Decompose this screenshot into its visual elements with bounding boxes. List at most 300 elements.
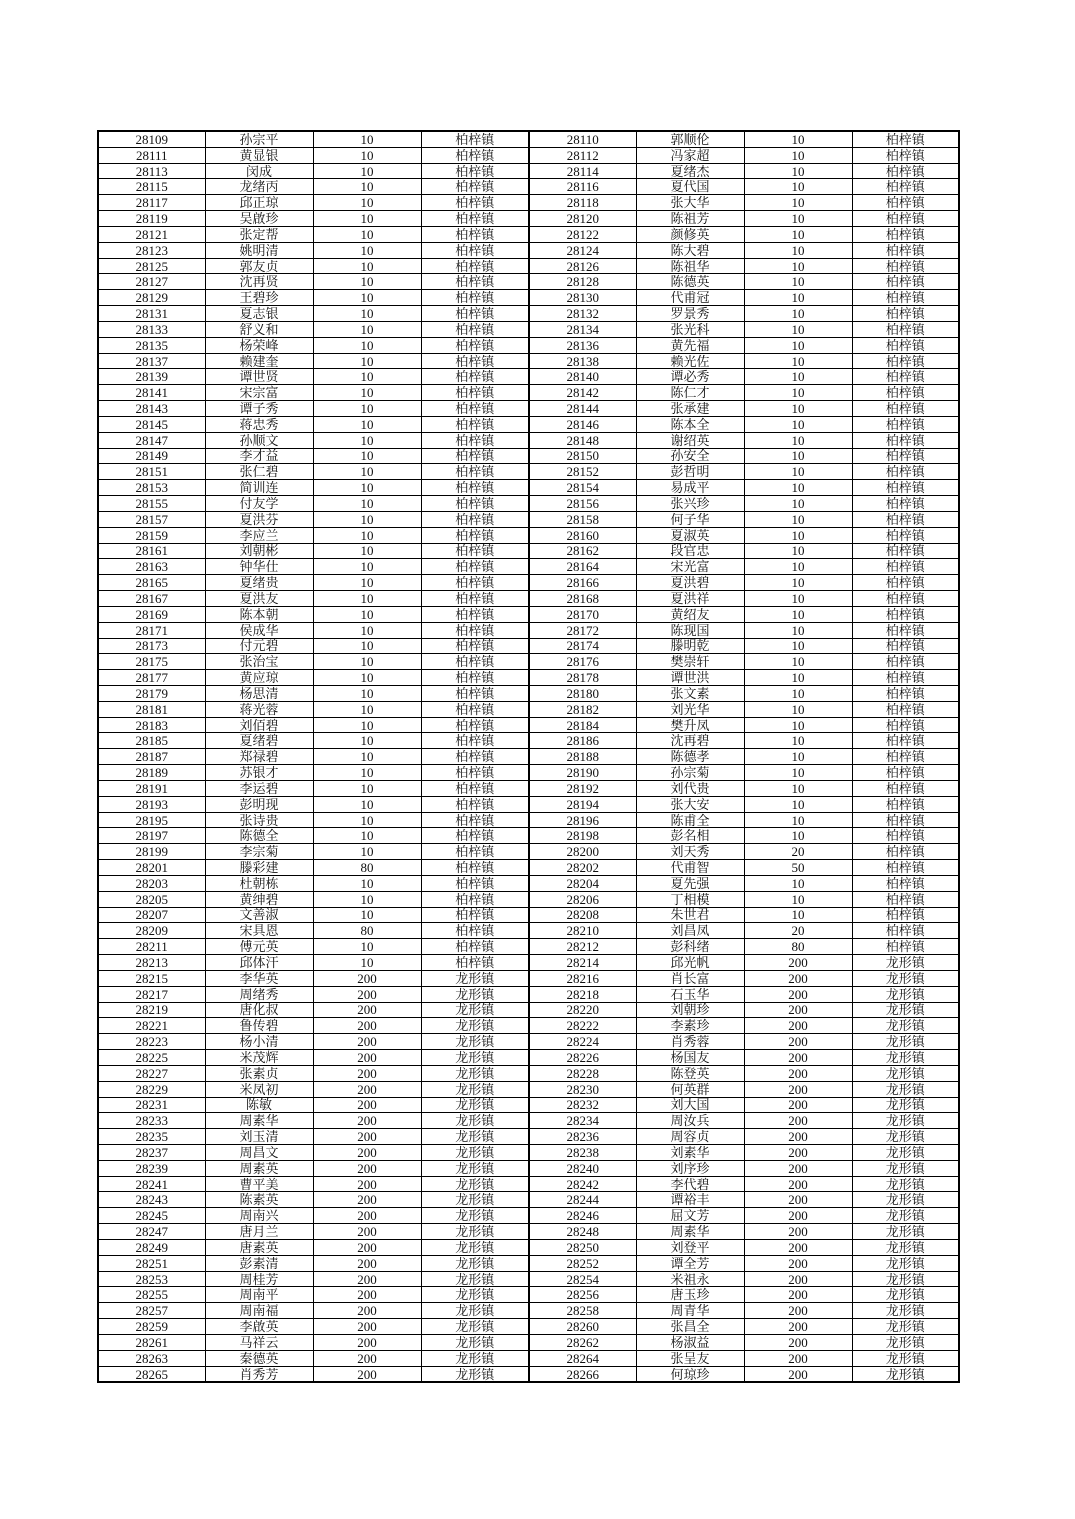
person-name-cell: 曹平美 — [205, 1176, 313, 1192]
amount-cell: 200 — [744, 1018, 852, 1034]
amount-cell: 200 — [313, 1334, 421, 1350]
table-row — [98, 274, 959, 290]
record-id-cell: 28251 — [98, 1255, 205, 1271]
record-id-cell: 28179 — [98, 685, 205, 701]
person-name-cell: 周南福 — [205, 1303, 313, 1319]
person-name-cell: 邱光帆 — [636, 955, 744, 971]
table-row — [98, 1176, 959, 1192]
town-cell: 柏梓镇 — [852, 780, 959, 796]
record-id-cell: 28222 — [529, 1018, 636, 1034]
amount-cell: 10 — [744, 195, 852, 211]
amount-cell: 10 — [313, 891, 421, 907]
table-row — [98, 654, 959, 670]
person-name-cell: 朱世君 — [636, 907, 744, 923]
table-body — [98, 131, 959, 1382]
person-name-cell: 谭子秀 — [205, 401, 313, 417]
table-row — [98, 1287, 959, 1303]
person-name-cell: 杨淑益 — [636, 1334, 744, 1350]
person-name-cell: 孙安全 — [636, 448, 744, 464]
amount-cell: 200 — [313, 1097, 421, 1113]
person-name-cell: 颜修英 — [636, 226, 744, 242]
table-row — [98, 416, 959, 432]
person-name-cell: 杨小清 — [205, 1034, 313, 1050]
table-row — [98, 1271, 959, 1287]
person-name-cell: 周桂芳 — [205, 1271, 313, 1287]
record-id-cell: 28189 — [98, 765, 205, 781]
record-id-cell: 28212 — [529, 939, 636, 955]
table-row — [98, 1097, 959, 1113]
record-id-cell: 28247 — [98, 1224, 205, 1240]
town-cell: 龙形镇 — [852, 1287, 959, 1303]
town-cell: 柏梓镇 — [852, 163, 959, 179]
person-name-cell: 黄应琼 — [205, 670, 313, 686]
amount-cell: 10 — [744, 401, 852, 417]
record-id-cell: 28192 — [529, 780, 636, 796]
record-id-cell: 28146 — [529, 416, 636, 432]
table-row — [98, 828, 959, 844]
amount-cell: 10 — [744, 464, 852, 480]
person-name-cell: 肖秀蓉 — [636, 1034, 744, 1050]
town-cell: 柏梓镇 — [421, 543, 529, 559]
town-cell: 柏梓镇 — [852, 606, 959, 622]
table-row — [98, 543, 959, 559]
town-cell: 柏梓镇 — [852, 274, 959, 290]
town-cell: 龙形镇 — [421, 1366, 529, 1382]
person-name-cell: 姚明清 — [205, 242, 313, 258]
person-name-cell: 陈本朝 — [205, 606, 313, 622]
person-name-cell: 石玉华 — [636, 986, 744, 1002]
town-cell: 龙形镇 — [421, 1319, 529, 1335]
record-id-cell: 28218 — [529, 986, 636, 1002]
person-name-cell: 陈敏 — [205, 1097, 313, 1113]
amount-cell: 10 — [744, 796, 852, 812]
town-cell: 柏梓镇 — [421, 844, 529, 860]
person-name-cell: 陈登英 — [636, 1065, 744, 1081]
table-row — [98, 860, 959, 876]
town-cell: 柏梓镇 — [852, 464, 959, 480]
town-cell: 龙形镇 — [852, 1334, 959, 1350]
person-name-cell: 夏代国 — [636, 179, 744, 195]
amount-cell: 10 — [313, 907, 421, 923]
person-name-cell: 滕明乾 — [636, 638, 744, 654]
record-id-cell: 28147 — [98, 432, 205, 448]
town-cell: 柏梓镇 — [852, 907, 959, 923]
town-cell: 龙形镇 — [421, 1018, 529, 1034]
amount-cell: 10 — [313, 955, 421, 971]
town-cell: 柏梓镇 — [852, 416, 959, 432]
person-name-cell: 陈甫全 — [636, 812, 744, 828]
amount-cell: 10 — [313, 195, 421, 211]
person-name-cell: 钟华仕 — [205, 559, 313, 575]
record-id-cell: 28155 — [98, 496, 205, 512]
record-id-cell: 28204 — [529, 875, 636, 891]
record-id-cell: 28124 — [529, 242, 636, 258]
town-cell: 龙形镇 — [852, 1255, 959, 1271]
town-cell: 龙形镇 — [852, 1160, 959, 1176]
table-row — [98, 575, 959, 591]
person-name-cell: 代甫冠 — [636, 290, 744, 306]
record-id-cell: 28161 — [98, 543, 205, 559]
record-id-cell: 28224 — [529, 1034, 636, 1050]
town-cell: 龙形镇 — [852, 1018, 959, 1034]
person-name-cell: 谭全芳 — [636, 1255, 744, 1271]
amount-cell: 10 — [313, 353, 421, 369]
table-row — [98, 970, 959, 986]
person-name-cell: 唐玉珍 — [636, 1287, 744, 1303]
person-name-cell: 谭世洪 — [636, 670, 744, 686]
amount-cell: 10 — [313, 796, 421, 812]
person-name-cell: 周青华 — [636, 1303, 744, 1319]
amount-cell: 200 — [744, 1034, 852, 1050]
record-id-cell: 28207 — [98, 907, 205, 923]
amount-cell: 200 — [744, 1271, 852, 1287]
record-id-cell: 28193 — [98, 796, 205, 812]
amount-cell: 10 — [313, 828, 421, 844]
table-row — [98, 717, 959, 733]
town-cell: 柏梓镇 — [852, 749, 959, 765]
table-row — [98, 670, 959, 686]
person-name-cell: 苏银才 — [205, 765, 313, 781]
person-name-cell: 李应兰 — [205, 527, 313, 543]
person-name-cell: 张呈友 — [636, 1350, 744, 1366]
amount-cell: 10 — [744, 591, 852, 607]
record-id-cell: 28174 — [529, 638, 636, 654]
record-id-cell: 28141 — [98, 385, 205, 401]
town-cell: 柏梓镇 — [421, 226, 529, 242]
record-id-cell: 28118 — [529, 195, 636, 211]
person-name-cell: 滕彩建 — [205, 860, 313, 876]
person-name-cell: 何琼珍 — [636, 1366, 744, 1382]
amount-cell: 200 — [313, 1366, 421, 1382]
person-name-cell: 黄先福 — [636, 337, 744, 353]
town-cell: 龙形镇 — [852, 1366, 959, 1382]
record-id-cell: 28110 — [529, 131, 636, 147]
town-cell: 柏梓镇 — [852, 670, 959, 686]
amount-cell: 200 — [313, 1002, 421, 1018]
record-id-cell: 28188 — [529, 749, 636, 765]
person-name-cell: 夏洪祥 — [636, 591, 744, 607]
person-name-cell: 刘代贵 — [636, 780, 744, 796]
table-row — [98, 844, 959, 860]
amount-cell: 10 — [744, 369, 852, 385]
person-name-cell: 黄绅碧 — [205, 891, 313, 907]
table-row — [98, 1081, 959, 1097]
amount-cell: 10 — [744, 480, 852, 496]
amount-cell: 10 — [313, 654, 421, 670]
table-row — [98, 226, 959, 242]
town-cell: 柏梓镇 — [421, 163, 529, 179]
person-name-cell: 舒义和 — [205, 321, 313, 337]
person-name-cell: 易成平 — [636, 480, 744, 496]
amount-cell: 10 — [744, 353, 852, 369]
person-name-cell: 陈现国 — [636, 622, 744, 638]
person-name-cell: 谭必秀 — [636, 369, 744, 385]
town-cell: 柏梓镇 — [421, 575, 529, 591]
town-cell: 柏梓镇 — [421, 496, 529, 512]
amount-cell: 10 — [744, 211, 852, 227]
record-id-cell: 28230 — [529, 1081, 636, 1097]
person-name-cell: 杜朝栋 — [205, 875, 313, 891]
table-row — [98, 258, 959, 274]
amount-cell: 200 — [313, 1145, 421, 1161]
town-cell: 龙形镇 — [421, 986, 529, 1002]
amount-cell: 10 — [313, 480, 421, 496]
town-cell: 龙形镇 — [852, 1034, 959, 1050]
town-cell: 龙形镇 — [421, 1034, 529, 1050]
record-id-cell: 28131 — [98, 306, 205, 322]
record-id-cell: 28226 — [529, 1050, 636, 1066]
amount-cell: 10 — [313, 749, 421, 765]
amount-cell: 200 — [744, 1255, 852, 1271]
record-id-cell: 28132 — [529, 306, 636, 322]
person-name-cell: 蒋光蓉 — [205, 701, 313, 717]
amount-cell: 200 — [744, 1224, 852, 1240]
record-id-cell: 28240 — [529, 1160, 636, 1176]
town-cell: 柏梓镇 — [421, 337, 529, 353]
record-id-cell: 28137 — [98, 353, 205, 369]
town-cell: 柏梓镇 — [421, 955, 529, 971]
amount-cell: 80 — [313, 923, 421, 939]
town-cell: 柏梓镇 — [852, 511, 959, 527]
town-cell: 柏梓镇 — [421, 416, 529, 432]
person-name-cell: 刘光华 — [636, 701, 744, 717]
table-row — [98, 179, 959, 195]
table-row — [98, 1145, 959, 1161]
person-name-cell: 樊崇轩 — [636, 654, 744, 670]
person-name-cell: 陈德英 — [636, 274, 744, 290]
record-id-cell: 28252 — [529, 1255, 636, 1271]
amount-cell: 10 — [744, 907, 852, 923]
amount-cell: 10 — [313, 543, 421, 559]
table-row — [98, 559, 959, 575]
person-name-cell: 马祥云 — [205, 1334, 313, 1350]
table-row — [98, 369, 959, 385]
table-row — [98, 606, 959, 622]
town-cell: 柏梓镇 — [421, 828, 529, 844]
person-name-cell: 张大华 — [636, 195, 744, 211]
person-name-cell: 陈大碧 — [636, 242, 744, 258]
town-cell: 柏梓镇 — [852, 923, 959, 939]
town-cell: 龙形镇 — [421, 1097, 529, 1113]
amount-cell: 10 — [313, 591, 421, 607]
amount-cell: 10 — [313, 290, 421, 306]
person-name-cell: 黄绍友 — [636, 606, 744, 622]
record-id-cell: 28194 — [529, 796, 636, 812]
person-name-cell: 夏志银 — [205, 306, 313, 322]
town-cell: 龙形镇 — [852, 1081, 959, 1097]
town-cell: 柏梓镇 — [852, 258, 959, 274]
table-row — [98, 1239, 959, 1255]
amount-cell: 80 — [744, 939, 852, 955]
amount-cell: 10 — [313, 717, 421, 733]
town-cell: 龙形镇 — [852, 1192, 959, 1208]
amount-cell: 10 — [744, 733, 852, 749]
town-cell: 柏梓镇 — [852, 638, 959, 654]
town-cell: 柏梓镇 — [852, 875, 959, 891]
town-cell: 柏梓镇 — [852, 717, 959, 733]
person-name-cell: 张昌全 — [636, 1319, 744, 1335]
person-name-cell: 陈仁才 — [636, 385, 744, 401]
amount-cell: 10 — [744, 891, 852, 907]
town-cell: 柏梓镇 — [421, 527, 529, 543]
town-cell: 龙形镇 — [421, 1002, 529, 1018]
town-cell: 龙形镇 — [852, 1224, 959, 1240]
person-name-cell: 沈再贤 — [205, 274, 313, 290]
record-id-cell: 28158 — [529, 511, 636, 527]
amount-cell: 10 — [313, 306, 421, 322]
amount-cell: 200 — [313, 1192, 421, 1208]
table-row — [98, 401, 959, 417]
town-cell: 龙形镇 — [421, 1176, 529, 1192]
amount-cell: 10 — [313, 432, 421, 448]
person-name-cell: 郭友贞 — [205, 258, 313, 274]
amount-cell: 200 — [313, 1113, 421, 1129]
record-id-cell: 28243 — [98, 1192, 205, 1208]
amount-cell: 10 — [744, 337, 852, 353]
record-id-cell: 28156 — [529, 496, 636, 512]
amount-cell: 10 — [744, 432, 852, 448]
amount-cell: 200 — [744, 986, 852, 1002]
person-name-cell: 傅元英 — [205, 939, 313, 955]
table-row — [98, 1192, 959, 1208]
person-name-cell: 张定帮 — [205, 226, 313, 242]
amount-cell: 10 — [313, 939, 421, 955]
amount-cell: 10 — [313, 179, 421, 195]
amount-cell: 10 — [744, 448, 852, 464]
record-id-cell: 28255 — [98, 1287, 205, 1303]
amount-cell: 200 — [744, 1239, 852, 1255]
record-id-cell: 28245 — [98, 1208, 205, 1224]
town-cell: 柏梓镇 — [421, 765, 529, 781]
table-row — [98, 891, 959, 907]
record-id-cell: 28254 — [529, 1271, 636, 1287]
amount-cell: 200 — [313, 1065, 421, 1081]
person-name-cell: 彭素清 — [205, 1255, 313, 1271]
town-cell: 柏梓镇 — [852, 575, 959, 591]
record-id-cell: 28234 — [529, 1113, 636, 1129]
record-id-cell: 28112 — [529, 147, 636, 163]
table-row — [98, 448, 959, 464]
town-cell: 柏梓镇 — [852, 701, 959, 717]
record-id-cell: 28163 — [98, 559, 205, 575]
person-name-cell: 宋具恩 — [205, 923, 313, 939]
table-row — [98, 1224, 959, 1240]
table-row — [98, 685, 959, 701]
record-id-cell: 28186 — [529, 733, 636, 749]
person-name-cell: 邱体汗 — [205, 955, 313, 971]
town-cell: 柏梓镇 — [852, 321, 959, 337]
person-name-cell: 刘玉清 — [205, 1129, 313, 1145]
town-cell: 柏梓镇 — [852, 796, 959, 812]
table-row — [98, 290, 959, 306]
record-id-cell: 28246 — [529, 1208, 636, 1224]
town-cell: 龙形镇 — [852, 1208, 959, 1224]
person-name-cell: 李素珍 — [636, 1018, 744, 1034]
record-id-cell: 28157 — [98, 511, 205, 527]
amount-cell: 10 — [313, 844, 421, 860]
amount-cell: 200 — [744, 1303, 852, 1319]
person-name-cell: 彭哲明 — [636, 464, 744, 480]
record-id-cell: 28249 — [98, 1239, 205, 1255]
town-cell: 柏梓镇 — [852, 131, 959, 147]
table-row — [98, 496, 959, 512]
record-id-cell: 28264 — [529, 1350, 636, 1366]
amount-cell: 200 — [744, 1192, 852, 1208]
town-cell: 柏梓镇 — [421, 733, 529, 749]
amount-cell: 10 — [744, 670, 852, 686]
person-name-cell: 周绪秀 — [205, 986, 313, 1002]
table-row — [98, 765, 959, 781]
record-id-cell: 28265 — [98, 1366, 205, 1382]
table-row — [98, 163, 959, 179]
person-name-cell: 张素贞 — [205, 1065, 313, 1081]
person-name-cell: 周南平 — [205, 1287, 313, 1303]
town-cell: 柏梓镇 — [421, 812, 529, 828]
record-id-cell: 28126 — [529, 258, 636, 274]
person-name-cell: 何子华 — [636, 511, 744, 527]
amount-cell: 10 — [744, 179, 852, 195]
town-cell: 柏梓镇 — [852, 559, 959, 575]
person-name-cell: 李才益 — [205, 448, 313, 464]
town-cell: 柏梓镇 — [421, 923, 529, 939]
amount-cell: 10 — [313, 670, 421, 686]
record-id-cell: 28248 — [529, 1224, 636, 1240]
amount-cell: 10 — [313, 511, 421, 527]
record-id-cell: 28122 — [529, 226, 636, 242]
person-name-cell: 刘素华 — [636, 1145, 744, 1161]
person-name-cell: 邱正琼 — [205, 195, 313, 211]
amount-cell: 10 — [744, 765, 852, 781]
record-id-cell: 28169 — [98, 606, 205, 622]
town-cell: 柏梓镇 — [421, 401, 529, 417]
person-name-cell: 唐化叔 — [205, 1002, 313, 1018]
record-id-cell: 28133 — [98, 321, 205, 337]
amount-cell: 200 — [744, 1176, 852, 1192]
town-cell: 柏梓镇 — [852, 401, 959, 417]
record-id-cell: 28235 — [98, 1129, 205, 1145]
town-cell: 柏梓镇 — [421, 939, 529, 955]
town-cell: 柏梓镇 — [421, 195, 529, 211]
amount-cell: 10 — [744, 226, 852, 242]
table-row — [98, 749, 959, 765]
amount-cell: 10 — [744, 543, 852, 559]
record-id-cell: 28266 — [529, 1366, 636, 1382]
town-cell: 龙形镇 — [421, 1081, 529, 1097]
table-row — [98, 796, 959, 812]
amount-cell: 10 — [313, 622, 421, 638]
town-cell: 柏梓镇 — [852, 527, 959, 543]
amount-cell: 50 — [744, 860, 852, 876]
town-cell: 柏梓镇 — [421, 891, 529, 907]
person-name-cell: 李华英 — [205, 970, 313, 986]
amount-cell: 10 — [744, 828, 852, 844]
amount-cell: 200 — [744, 970, 852, 986]
amount-cell: 200 — [744, 1366, 852, 1382]
town-cell: 柏梓镇 — [421, 258, 529, 274]
person-name-cell: 李啟英 — [205, 1319, 313, 1335]
table-row — [98, 131, 959, 147]
record-id-cell: 28150 — [529, 448, 636, 464]
person-name-cell: 肖长富 — [636, 970, 744, 986]
town-cell: 柏梓镇 — [421, 654, 529, 670]
person-name-cell: 彭科绪 — [636, 939, 744, 955]
town-cell: 龙形镇 — [421, 1113, 529, 1129]
town-cell: 龙形镇 — [421, 1334, 529, 1350]
record-id-cell: 28181 — [98, 701, 205, 717]
table-row — [98, 591, 959, 607]
record-id-cell: 28171 — [98, 622, 205, 638]
record-id-cell: 28165 — [98, 575, 205, 591]
